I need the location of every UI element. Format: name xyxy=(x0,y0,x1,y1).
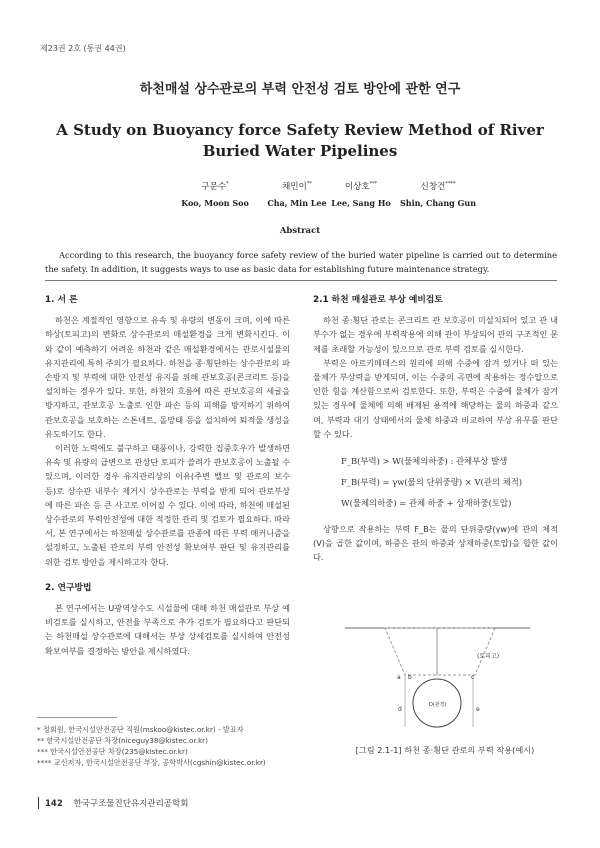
paper-title-korean: 하천매설 상수관로의 부력 안전성 검토 방안에 관한 연구 xyxy=(139,82,461,97)
left-column xyxy=(45,293,290,658)
author-3 xyxy=(326,180,396,208)
author-marker: ** xyxy=(306,181,312,188)
author-4 xyxy=(398,180,478,208)
abstract-text: According to this research, the buoyancy force safety review of the buried water pipeline is carried out to determine the safety. In addition, it suggests ways to use as basic data for establishing future maintenance strategy. xyxy=(45,250,557,274)
point-a: a xyxy=(397,674,401,681)
paper-title-english: A Study on Buoyancy force Safety Review Method of River Buried Water Pipelines xyxy=(56,121,544,160)
abstract-heading: Abstract xyxy=(279,226,321,236)
author-name-ko: 이상호 xyxy=(344,182,370,192)
page-footer xyxy=(45,797,188,809)
author-name-en: Cha, Min Lee xyxy=(267,198,327,208)
section-1-paragraph-1: 하천은 계절적인 영향으로 유속 및 유량의 변동이 크며, 이에 따른 하상(토피고)의 변화로 상수관로의 매설환경을 크게 변화시킨다. 이와 같이 예측하기 어려운 하천과 같은 매설환경에서는 관로시설물의 유지관리에 특히 주의가 필요하다. 하천을 종·횡단하는 상수관로의 파손방지 및 부력에 대한 안전성 유지를 위해 관보호공(콘크리트 등)을 설치하는 경우가 있다. 또한, 하천의 흐름에 따른 관보호공의 세굴을 방지하고, 관보호공 노출로 인한 파손 등의 피해를 방지하기 위하여 관보호공을 보호하는 스톤네트, 돌망태 등을 설치하여 퇴적물 생성을 유도하기도 한다. xyxy=(45,315,290,439)
page-number: 142 xyxy=(45,799,63,809)
section-1-paragraph-2: 이러한 노력에도 불구하고 태풍이나, 강력한 집중호우가 발생하면 유속 및 유량의 급변으로 관상단 토피가 쓸려가 관보호공이 노출될 수 있으며, 이러한 경우 유지관리상의 이유(주변 밸브 및 관로의 보수 등)로 상수관 내부수 제거시 상수관로는 부력을 받게 되어 관로부상에 따른 파손 등 큰 사고로 이어질 수 있다. 이에 따라, 하천에 매설된 상수관로의 부력안전성에 대한 적정한 관리 및 검토가 필요하다. 따라서, 본 연구에서는 하천매설 상수관로를 관종에 따른 부력 메커니즘을 설정하고, 노출된 관로의 부력 안전성 확보여부 판단 및 유지관리를 위한 검토 방안을 제시하고자 한다. xyxy=(45,443,290,567)
author-name-ko: 구문수 xyxy=(201,182,227,192)
footnote-2: ** 한국시설안전공단 차장(niceguy38@kistec.or.kr) xyxy=(37,736,208,745)
footnote-1: * 정회원, 한국시설안전공단 직원(mskoo@kistec.or.kr) - 발표자 xyxy=(37,725,244,734)
formula-3: W(물체의하중) = 관체 하중 + 상재하중(토압) xyxy=(341,498,512,509)
author-marker: **** xyxy=(445,181,456,188)
footnote-4: **** 교신저자, 한국시설안전공단 부장, 공학박사(cgshin@kistec.or.kr) xyxy=(37,758,266,767)
author-2 xyxy=(262,180,332,208)
point-c: c xyxy=(471,674,475,681)
section-2-1-paragraph-1: 하천 종·횡단 관로는 콘크리트 관 보호공이 미설치되어 있고 관 내부수가 없는 경우에 부력작용에 의해 관이 부상되어 관의 구조적인 문제를 초래할 가능성이 있으므로 관로 부력 검토를 실시한다. xyxy=(313,315,558,354)
formula-1: F_B(부력) > W(물체의하중) : 관체부상 발생 xyxy=(341,456,508,467)
journal-reference: 제23권 2호 (통권 44권) xyxy=(40,44,126,53)
divider xyxy=(45,280,557,281)
section-2-paragraph-1: 본 연구에서는 U광역상수도 시설물에 대해 하천 매설관로 부상 예비검토를 실시하고, 안전율 부족으로 추가 검토가 필요하다고 판단되는 하천매설 상수관로에 대해서는 부상 상세검토를 실시하여 안전성 확보여부를 결정하는 방안을 제시하였다. xyxy=(45,603,290,656)
author-name-en: Koo, Moon Soo xyxy=(181,198,249,208)
section-2-1-paragraph-2: 부력은 아르키메데스의 원리에 의해 수중에 잠겨 있거나 떠 있는 물체가 부상력을 받게되며, 이는 수중의 곡면에 작용하는 정수압으로 인한 힘을 계산함으로써 검토한다. 또한, 부력은 수중에 물체가 잠겨 있는 경우에 물체에 의해 배제된 용적에 해당하는 물의 하중과 같으며, 부력과 대기 상태에서의 물체 하중과 비교하여 부상 유무를 판단할 수 있다. xyxy=(313,357,558,439)
society-name: 한국구조물진단유지관리공학회 xyxy=(73,799,189,809)
point-b: b xyxy=(408,674,412,681)
author-name-en: Lee, Sang Ho xyxy=(331,198,391,208)
buoyancy-figure xyxy=(345,600,530,735)
formula-block xyxy=(341,451,558,514)
point-e: e xyxy=(476,706,480,713)
footnote-rule xyxy=(37,717,117,718)
section-2-1-title: 2.1 하천 매설관로 부상 예비검토 xyxy=(313,295,443,305)
footnote-3: *** 한국시설안전공단 차장(235@kistec.or.kr) xyxy=(37,747,188,756)
section-2-title: 2. 연구방법 xyxy=(45,582,92,593)
formula-2: F_B(부력) = γw(물의 단위중량) × V(관의 체적) xyxy=(341,477,523,488)
author-name-en: Shin, Chang Gun xyxy=(399,198,477,208)
figure-caption: [그림 2.1-1] 하천 종·횡단 관로의 부력 작용(예시) xyxy=(355,745,535,755)
author-1 xyxy=(180,180,250,208)
right-column xyxy=(313,293,558,565)
section-1-title: 1. 서 론 xyxy=(45,295,78,305)
footnotes xyxy=(37,724,287,768)
author-name-ko: 채민이 xyxy=(282,182,307,192)
point-d: d xyxy=(398,706,402,713)
author-marker: * xyxy=(226,181,229,188)
author-marker: *** xyxy=(369,181,378,188)
diameter-label: D(관경) xyxy=(429,702,447,708)
soil-prism xyxy=(385,628,495,675)
footer-rule xyxy=(38,797,39,809)
author-name-ko: 신창건 xyxy=(420,182,446,192)
section-2-1-paragraph-3: 상향으로 작용하는 부력 F_B는 물의 단위중량(γw)에 관의 체적(V)을 곱한 값이며, 하중은 관의 하중과 상재하중(토압)을 합한 값이다. xyxy=(313,524,558,563)
cover-label: (토피고) xyxy=(477,653,500,660)
